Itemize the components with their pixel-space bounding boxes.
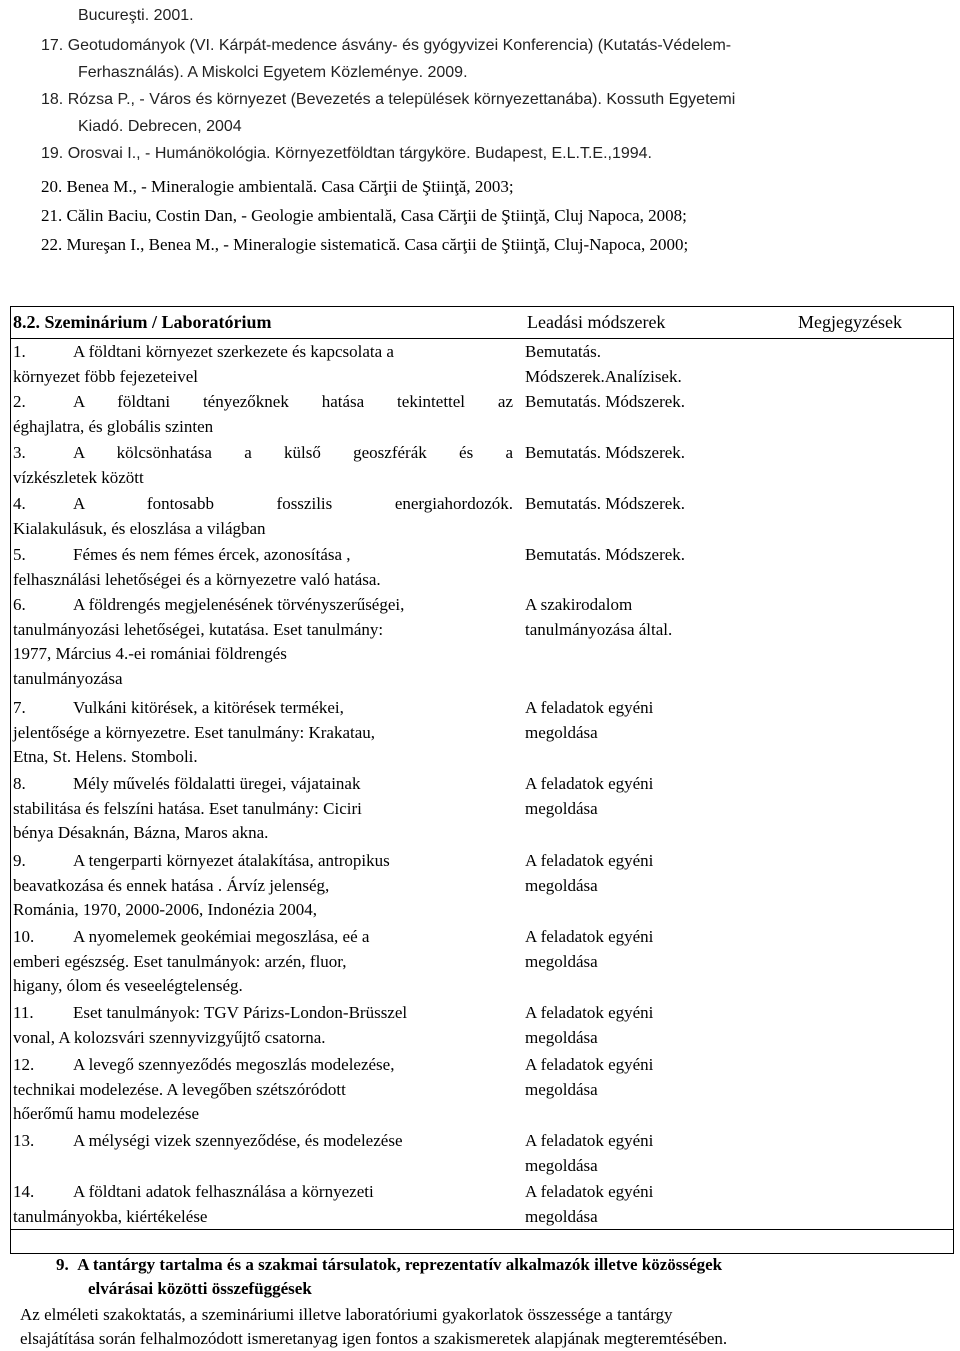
method-text: A szakirodalom	[525, 595, 633, 614]
reference-text: 20. Benea M., - Mineralogie ambientală. Casa Cărţii de Ştiinţă, 2003;	[41, 177, 514, 196]
row-topic-text: emberi egészség. Eset tanulmányok: arzén, fluor,	[13, 951, 347, 971]
row-topic-line	[13, 1026, 513, 1051]
row-number: 9.	[13, 851, 26, 870]
row-topic-text: Vulkáni kitörések, a kitörések termékei,	[73, 698, 344, 717]
row-number: 12.	[13, 1055, 35, 1074]
row-topic-line	[13, 365, 513, 390]
row-number: 10.	[13, 927, 35, 946]
row-method	[525, 1180, 785, 1229]
row-number: 5.	[13, 545, 26, 564]
reference-line	[78, 4, 194, 27]
row-topic-text: 1977, Március 4.-ei romániai földrengés	[13, 644, 287, 663]
reference-text: 18. Rózsa P., - Város és környezet (Bevezetés a települések környezettanába). Kossuth Egyetemi	[41, 91, 736, 108]
row-topic-line	[13, 642, 513, 667]
row-topic-text: felhasználási lehetőségei és a környezetre való hatása.	[13, 569, 381, 589]
method-text: Bemutatás. Módszerek.	[525, 443, 686, 462]
row-method	[525, 390, 785, 415]
table-row	[13, 1053, 513, 1127]
row-topic-text: tanulmányozása	[13, 668, 123, 688]
table-row	[13, 849, 513, 923]
reference-line	[41, 88, 735, 111]
table-rule	[10, 1229, 954, 1230]
row-topic-text: bénya Désaknán, Bázna, Maros akna.	[13, 823, 269, 842]
row-topic-text: hőerőmű hamu modelezése	[13, 1104, 199, 1123]
table-row	[13, 696, 513, 770]
table-row	[13, 925, 513, 999]
method-text: megoldása	[525, 1155, 598, 1175]
method-text: megoldása	[525, 951, 598, 971]
section-9-heading-line2: elvárásai közötti összefüggések	[88, 1279, 312, 1298]
row-topic-text: tanulmányozási lehetőségei, kutatása. Eset tanulmány:	[13, 619, 384, 639]
reference-text: 19. Orosvai I., - Humánökológia. Környezetföldtan tárgyköre. Budapest, E.L.T.E.,1994.	[41, 145, 652, 162]
method-text: Módszerek.Analízisek.	[525, 366, 682, 386]
row-topic-text: higany, ólom és veseelégtelenség.	[13, 976, 243, 995]
method-text: A feladatok egyéni	[525, 774, 654, 793]
row-topic-line	[13, 745, 513, 770]
row-topic-text: tanulmányokba, kiértékelése	[13, 1206, 208, 1226]
table-row	[13, 441, 513, 490]
row-topic-line	[13, 1102, 513, 1127]
table-title: 8.2. Szeminárium / Laboratórium	[13, 312, 272, 332]
row-topic-line	[13, 721, 513, 746]
row-topic-line	[13, 849, 513, 874]
row-method	[525, 849, 785, 898]
row-topic-text: A földtani adatok felhasználása a környezeti	[73, 1182, 374, 1201]
row-topic-line	[13, 390, 513, 415]
method-text: A feladatok egyéni	[525, 851, 654, 870]
row-topic-line	[13, 1205, 513, 1230]
row-number: 14.	[13, 1182, 35, 1201]
row-topic-text: Eset tanulmányok: TGV Párizs-London-Brüsszel	[73, 1003, 408, 1022]
method-text: A feladatok egyéni	[525, 1055, 654, 1074]
row-number: 3.	[13, 443, 26, 462]
row-topic-line	[13, 517, 513, 542]
table-divider	[953, 306, 954, 1254]
row-method	[525, 593, 785, 642]
reference-text: Kiadó. Debrecen, 2004	[78, 118, 242, 135]
row-topic-line	[13, 1180, 513, 1205]
row-topic-text: A földtani környezet szerkezete és kapcsolata a	[73, 342, 394, 361]
reference-text: Bucureşti. 2001.	[78, 7, 194, 24]
row-topic-line	[13, 925, 513, 950]
method-text: megoldása	[525, 1027, 598, 1047]
reference-line	[78, 61, 468, 84]
method-text: megoldása	[525, 722, 598, 742]
row-topic-text: Románia, 1970, 2000-2006, Indonézia 2004,	[13, 900, 318, 919]
row-topic-line	[13, 466, 513, 491]
reference-line	[41, 234, 688, 256]
method-text: A feladatok egyéni	[525, 1003, 654, 1022]
row-number: 11.	[13, 1003, 34, 1022]
section-9-heading-line1	[56, 1253, 722, 1277]
row-number: 7.	[13, 698, 26, 717]
row-topic-text: A mélységi vizek szennyeződése, és modelezése	[73, 1131, 403, 1150]
seminar-table	[10, 306, 954, 1254]
table-row	[13, 492, 513, 541]
method-text: Bemutatás.	[525, 342, 602, 361]
row-topic-text: Kialakulásuk, és eloszlása a világban	[13, 518, 266, 538]
row-topic-text: jelentősége a környezetre. Eset tanulmány: Krakatau,	[13, 722, 376, 742]
row-topic-text: Etna, St. Helens. Stomboli.	[13, 747, 198, 766]
row-topic-text: Fémes és nem fémes ércek, azonosítása ,	[73, 545, 351, 564]
method-text: Bemutatás. Módszerek.	[525, 545, 686, 564]
row-topic-text: A földtani tényezőknek hatása tekintettel az	[73, 392, 513, 411]
row-topic-text: A nyomelemek geokémiai megoszlása, eé a	[73, 927, 370, 946]
row-method	[525, 340, 785, 389]
table-rule	[10, 306, 954, 307]
row-method	[525, 441, 785, 466]
row-method	[525, 696, 785, 745]
row-topic-line	[13, 696, 513, 721]
method-text: megoldása	[525, 798, 598, 818]
method-text: A feladatok egyéni	[525, 698, 654, 717]
method-text: A feladatok egyéni	[525, 1131, 654, 1150]
section-9-paragraph-line2: elsajátítása során felhalmozódott ismeretanyag igen fontos a szakismeretek alapjának megteremtésében.	[20, 1329, 728, 1348]
row-method	[525, 1053, 785, 1102]
row-topic-line	[13, 568, 513, 593]
row-topic-text: beavatkozása és ennek hatása . Árvíz jelenség,	[13, 875, 330, 895]
row-topic-text: vonal, A kolozsvári szennyvizgyűjtő csatorna.	[13, 1027, 326, 1047]
row-method	[525, 772, 785, 821]
method-text: megoldása	[525, 1079, 598, 1099]
row-topic-text: stabilitása és felszíni hatása. Eset tanulmány: Ciciri	[13, 798, 362, 818]
row-topic-text: technikai modelezése. A levegőben szétszóródott	[13, 1079, 346, 1099]
row-topic-line	[13, 1053, 513, 1078]
table-row	[13, 593, 513, 691]
reference-line	[41, 176, 514, 198]
section-number: 9.	[56, 1255, 69, 1274]
row-topic-text: A levegő szennyeződés megoszlás modelezése,	[73, 1055, 395, 1074]
table-rule	[10, 338, 954, 339]
row-method	[525, 543, 785, 568]
table-row	[13, 1180, 513, 1229]
row-topic-text: Mély művelés földalatti üregei, vájatainak	[73, 774, 361, 793]
row-topic-line	[13, 1001, 513, 1026]
row-topic-line	[13, 593, 513, 618]
row-method	[525, 925, 785, 974]
method-text: tanulmányozása által.	[525, 619, 673, 639]
row-topic-line	[13, 1129, 513, 1154]
row-topic-line	[13, 441, 513, 466]
table-divider	[10, 306, 11, 1254]
section-heading: A tantárgy tartalma és a szakmai társulatok, reprezentatív alkalmazók illetve közösségek	[77, 1255, 723, 1274]
row-number: 4.	[13, 494, 26, 513]
method-text: megoldása	[525, 1206, 598, 1226]
section-9-paragraph-line1: Az elméleti szakoktatás, a szemináriumi illetve laboratóriumi gyakorlatok összessége a tantárgy	[20, 1305, 673, 1324]
row-number: 13.	[13, 1131, 35, 1150]
row-topic-line	[13, 618, 513, 643]
reference-line	[78, 115, 242, 138]
row-topic-line	[13, 1078, 513, 1103]
method-text: Bemutatás. Módszerek.	[525, 392, 686, 411]
row-topic-line	[13, 821, 513, 846]
row-topic-line	[13, 340, 513, 365]
row-topic-text: vízkészletek között	[13, 467, 144, 487]
reference-text: 22. Mureşan I., Benea M., - Mineralogie sistematică. Casa cărţii de Ştiinţă, Cluj-Napoca, 2000;	[41, 235, 689, 254]
row-topic-text: A fontosabb fosszilis energiahordozók.	[73, 494, 513, 513]
methods-header: Leadási módszerek	[527, 312, 666, 332]
row-topic-line	[13, 492, 513, 517]
table-row	[13, 340, 513, 389]
row-method	[525, 1001, 785, 1050]
method-text: megoldása	[525, 875, 598, 895]
row-topic-line	[13, 974, 513, 999]
row-topic-text: környezet föbb fejezeteivel	[13, 366, 199, 386]
row-topic-text: A kölcsönhatása a külső geoszférák és a	[73, 443, 513, 462]
table-row	[13, 1001, 513, 1050]
row-number: 2.	[13, 392, 26, 411]
reference-line	[41, 205, 687, 227]
table-row	[13, 772, 513, 846]
row-topic-line	[13, 950, 513, 975]
row-topic-text: A földrengés megjelenésének törvényszerűségei,	[73, 595, 405, 614]
table-row	[13, 543, 513, 592]
table-row	[13, 390, 513, 439]
row-topic-line	[13, 415, 513, 440]
row-topic-line	[13, 667, 513, 692]
reference-text: 17. Geotudományok (VI. Kárpát-medence ásvány- és gyógyvizei Konferencia) (Kutatás-Védelem-	[41, 37, 732, 54]
reference-line	[41, 34, 731, 57]
row-topic-line	[13, 772, 513, 797]
row-topic-text: A tengerparti környezet átalakítása, antropikus	[73, 851, 390, 870]
table-row	[13, 1129, 513, 1154]
method-text: Bemutatás. Módszerek.	[525, 494, 686, 513]
row-number: 1.	[13, 342, 26, 361]
method-text: A feladatok egyéni	[525, 1182, 654, 1201]
row-topic-line	[13, 898, 513, 923]
notes-header: Megjegyzések	[798, 312, 902, 332]
method-text: A feladatok egyéni	[525, 927, 654, 946]
row-method	[525, 1129, 785, 1178]
row-topic-line	[13, 543, 513, 568]
reference-line	[41, 142, 652, 165]
row-number: 6.	[13, 595, 26, 614]
row-topic-line	[13, 874, 513, 899]
row-topic-text: éghajlatra, és globális szinten	[13, 416, 214, 436]
row-number: 8.	[13, 774, 26, 793]
reference-text: 21. Călin Baciu, Costin Dan, - Geologie ambientală, Casa Cărţii de Ştiinţă, Cluj Napoca, 2008;	[41, 206, 687, 225]
reference-text: Ferhasználás). A Miskolci Egyetem Közleménye. 2009.	[78, 64, 468, 81]
row-topic-line	[13, 797, 513, 822]
row-method	[525, 492, 785, 517]
